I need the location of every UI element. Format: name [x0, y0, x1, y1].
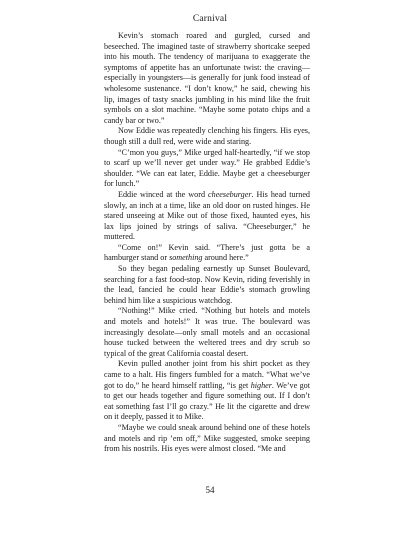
paragraph: “C’mon you guys,” Mike urged half-heartedly, “if we stop to scarf up we’ll never get under way.” He grabbed Eddie’s shoulder. “We can eat later, Eddie. Maybe get a cheeseburger for lunch.” — [104, 147, 310, 189]
running-head: Carnival — [192, 14, 228, 24]
paragraph: So they began pedaling earnestly up Sunset Boulevard, searching for a fast food-stop. Now Kevin, riding feverishly in the lead, fancied he could hear Eddie’s stomach growling behind him like a suspicious watchdog. — [104, 264, 310, 305]
emphasis: cheeseburger — [208, 189, 252, 199]
paragraph: “Maybe we could sneak around behind one of these hotels and motels and rip ’em off,” Mike suggested, smoke seeping from his nostrils. His eyes were almost closed. “Me and — [104, 422, 310, 454]
paragraph: Eddie winced at the word cheeseburger. His head turned slowly, an inch at a time, like an old door on rusted hinges. He stared unseeing at Mike out of those fixed, haunted eyes, his lax lips joined by strings of saliva. “Cheeseburger,” he muttered. — [104, 189, 310, 242]
paragraph: “Nothing!” Mike cried. “Nothing but hotels and motels and motels and hotels!” It was true. The boulevard was increasingly desolate—only small motels and an occasional house tucked between the weltered trees and dry scrub so typical of the great California coastal desert. — [104, 306, 310, 358]
paragraph: Now Eddie was repeatedly clenching his fingers. His eyes, though still a dull red, were wide and staring. — [104, 126, 310, 146]
page-number: 54 — [205, 485, 215, 495]
emphasis: higher — [250, 380, 272, 390]
body-text — [104, 31, 310, 455]
paragraph: Kevin pulled another joint from his shirt pocket as they came to a halt. His fingers fumbled for a match. “What we’ve got to do,” he heard himself rattling, “is get higher. We’ve got to get our heads together and figure something out. If I don’t eat something fast I’ll go crazy.” He lit the cigarette and drew on it deeply, passed it to Mike. — [104, 359, 311, 422]
paragraph: “Come on!” Kevin said. “There’s just gotta be a hamburger stand or something around here.” — [104, 242, 310, 263]
paragraph: Kevin’s stomach roared and gurgled, cursed and beseeched. The imagined taste of strawberry shortcake seeped into his mouth. The tendency of marijuana to exaggerate the symptoms of appetite has an unfortunate twist: the craving—especially in youngsters—is generally for junk food instead of wholesome sustenance. “I don’t know,” he said, chewing his lip, images of tasty snacks jumbling in his mind like the fruit symbols on a slot machine. “Maybe some potato chips and a candy bar or two.” — [104, 31, 310, 125]
emphasis: something — [169, 253, 203, 263]
